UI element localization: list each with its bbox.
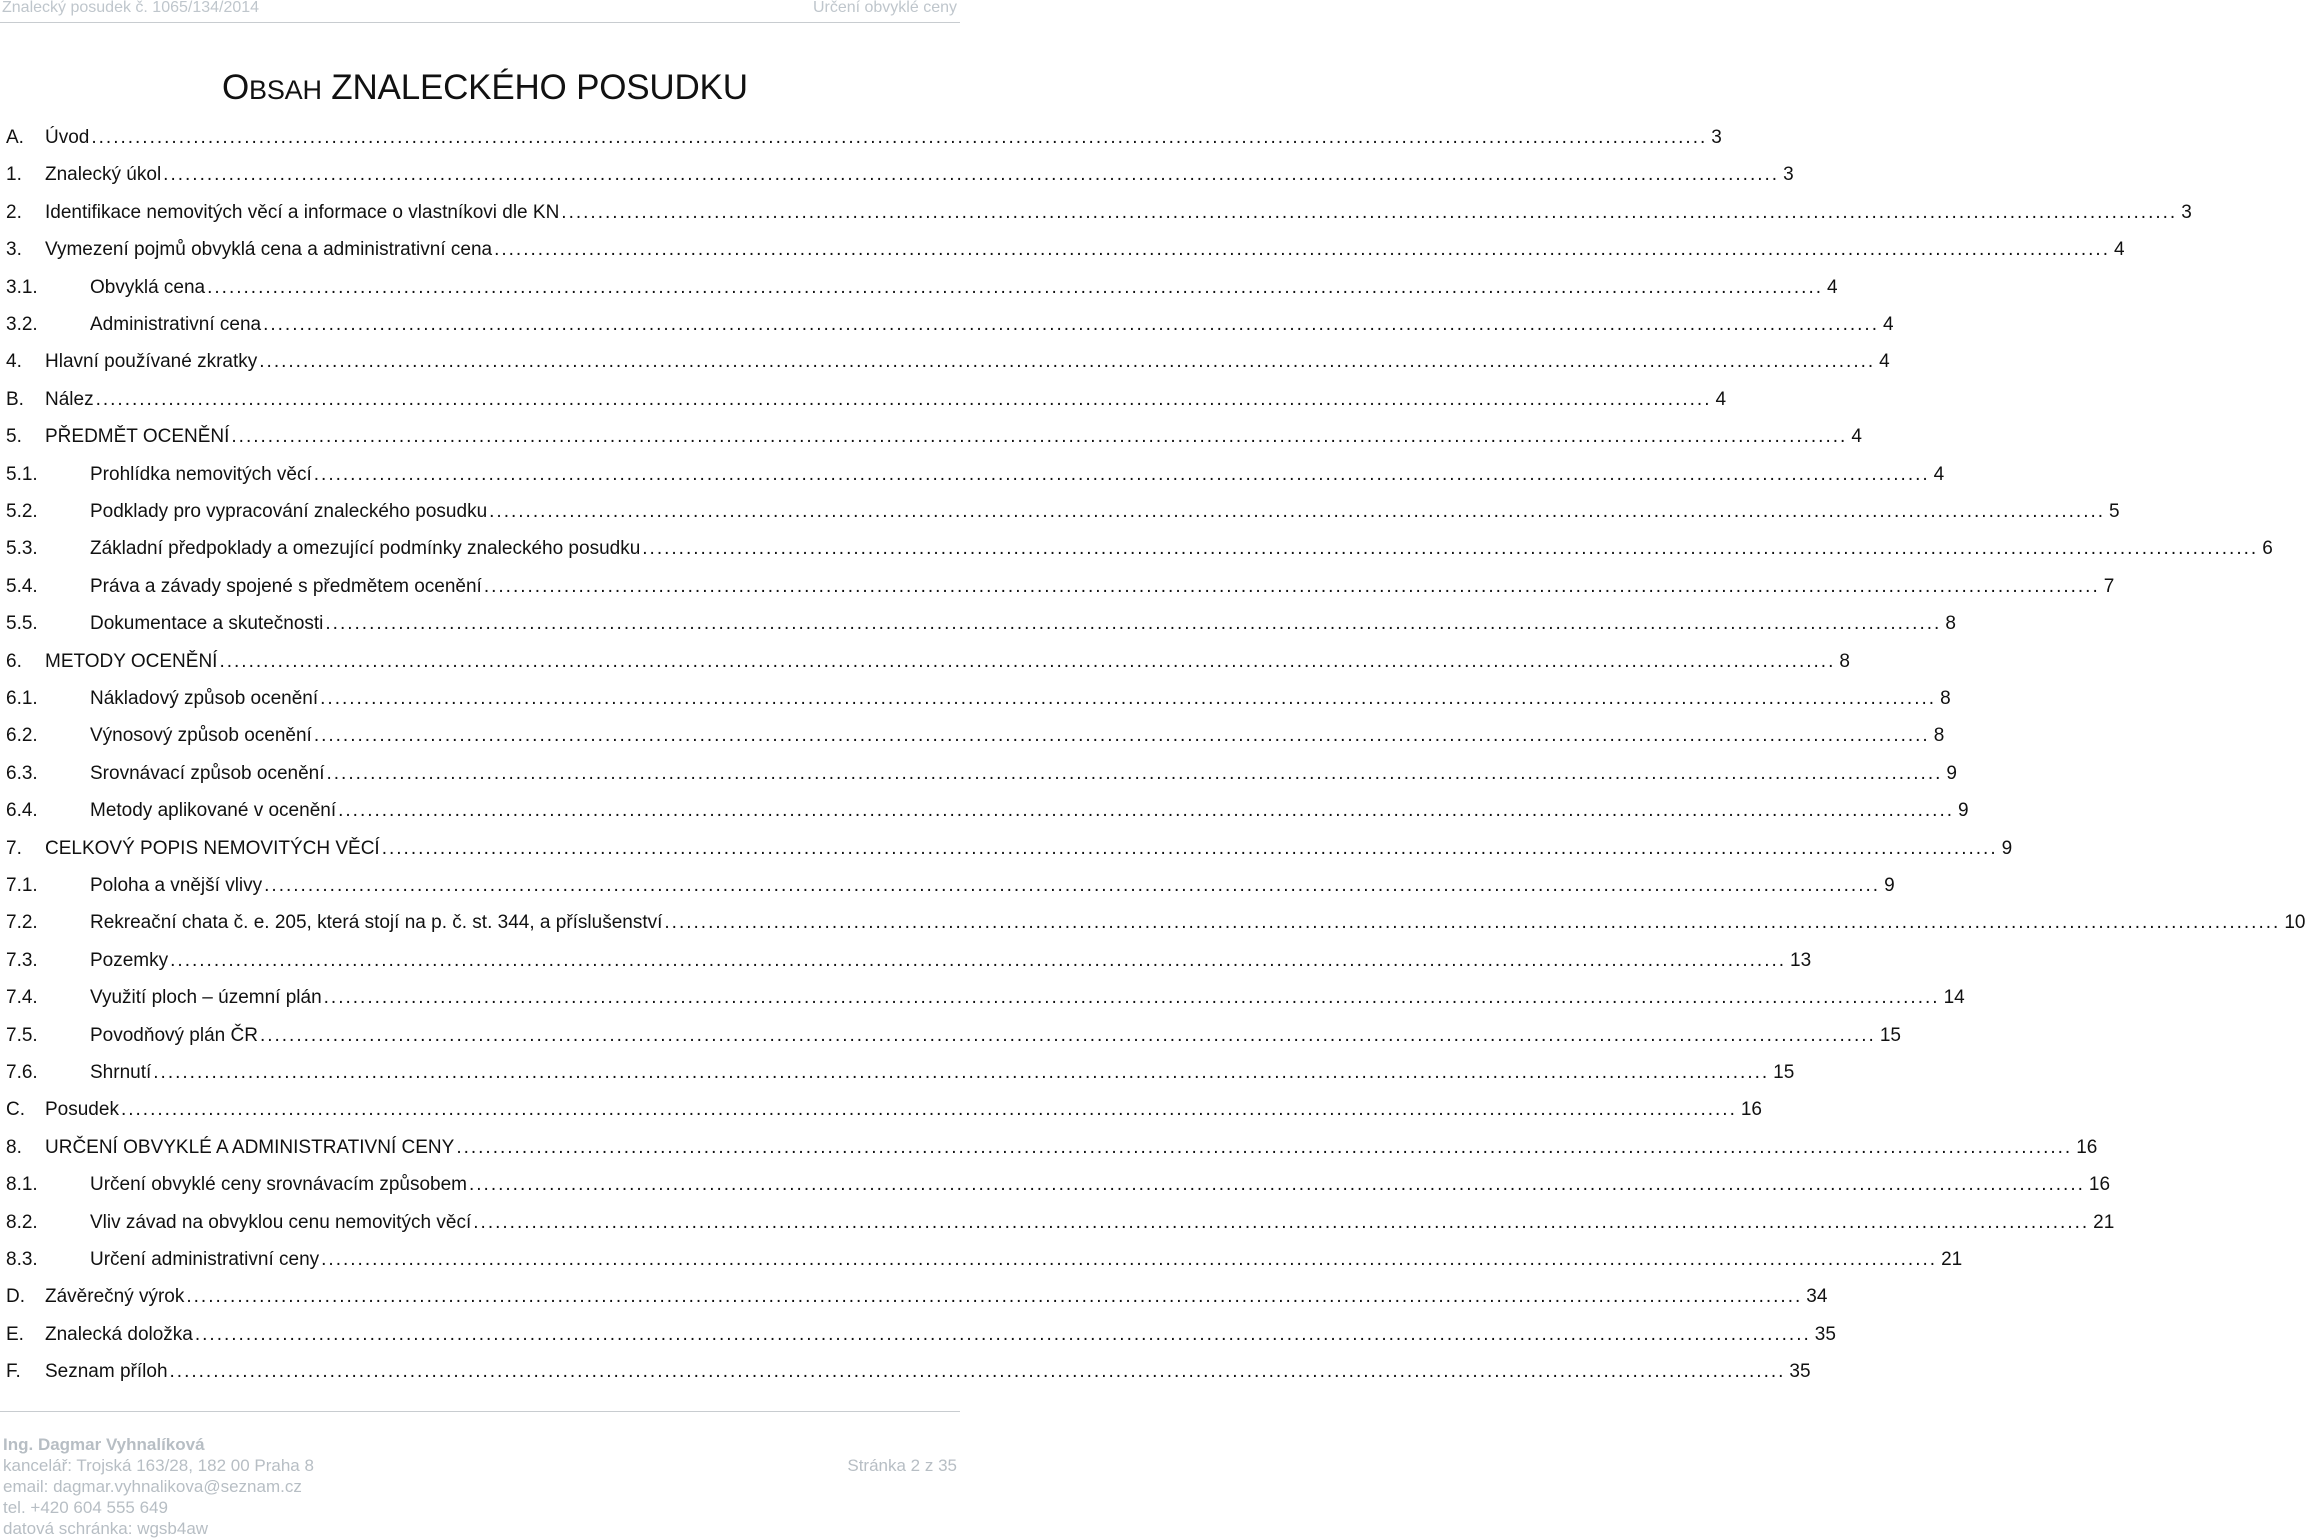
office-address: kancelář: Trojská 163/28, 182 00 Praha 8 [3, 1456, 314, 1475]
toc-entry-title: Obvyklá cena [90, 276, 206, 298]
toc-entry[interactable] [0, 336, 1890, 373]
toc-entry-number: 5.3. [6, 538, 38, 560]
toc-dot-leader [473, 1212, 2089, 1234]
toc-entry-title: METODY OCENĚNÍ [45, 650, 218, 672]
toc-entry-page: 3 [1711, 127, 1722, 148]
toc-dot-leader [231, 426, 1847, 448]
toc-entry[interactable] [0, 374, 1727, 411]
toc-dot-leader [121, 1099, 1737, 1121]
toc-entry-page: 8 [1839, 650, 1850, 672]
toc-dot-leader [338, 800, 1954, 822]
toc-entry-title: CELKOVÝ POPIS NEMOVITÝCH VĚCÍ [45, 837, 380, 859]
toc-entry-page: 8 [1933, 725, 1945, 747]
toc-entry-page: 14 [1943, 987, 1965, 1009]
toc-entry-number: 7.5. [6, 1024, 38, 1046]
header-divider [0, 22, 960, 23]
toc-entry-page: 4 [1933, 463, 1945, 485]
data-box-id: datová schránka: wgsb4aw [3, 1519, 209, 1538]
toc-dot-leader [314, 464, 1930, 486]
toc-dot-leader [264, 875, 1880, 897]
toc-entry-number: 6.4. [6, 800, 38, 822]
page-number: Stránka 2 z 35 [847, 1456, 957, 1475]
toc-entry[interactable] [0, 785, 1969, 822]
toc-entry-number: 8. [6, 1136, 22, 1158]
toc-entry[interactable] [0, 1084, 1762, 1121]
toc-entry-title: Poloha a vnější vlivy [90, 875, 263, 896]
toc-entry[interactable] [0, 972, 1965, 1009]
toc-entry-page: 9 [2001, 837, 2013, 859]
toc-entry-title: Podklady pro vypracování znaleckého posudku [90, 501, 488, 522]
toc-entry-title: Metody aplikované v ocenění [90, 800, 337, 822]
toc-entry-number: 5.4. [6, 575, 38, 597]
toc-entry[interactable] [0, 486, 2120, 523]
toc-entry[interactable] [0, 1122, 2098, 1159]
toc-dot-leader [642, 538, 2258, 560]
toc-entry-page: 8 [1940, 688, 1951, 709]
toc-entry[interactable] [0, 1271, 1828, 1308]
toc-entry-page: 4 [1879, 351, 1890, 373]
toc-entry[interactable] [0, 1309, 1836, 1346]
toc-entry-number: 7. [6, 837, 22, 859]
toc-dot-leader [260, 1025, 1876, 1047]
toc-entry-number: 6.2. [6, 725, 38, 747]
toc-dot-leader [327, 763, 1943, 785]
toc-entry-page: 9 [1946, 762, 1957, 784]
toc-entry[interactable] [0, 561, 2115, 598]
toc-dot-leader [163, 164, 1779, 186]
toc-entry-title: Povodňový plán ČR [90, 1024, 258, 1046]
toc-entry-number: D. [6, 1286, 25, 1308]
toc-entry[interactable] [0, 897, 2306, 934]
toc-entry-title: Závěrečný výrok [45, 1286, 185, 1308]
toc-entry[interactable] [0, 1234, 1963, 1271]
toc-entry-number: 8.2. [6, 1211, 38, 1233]
toc-entry[interactable] [0, 636, 1850, 673]
toc-dot-leader [561, 202, 2177, 224]
toc-dot-leader [320, 688, 1936, 710]
toc-entry-page: 4 [2113, 239, 2125, 261]
toc-entry-page: 4 [1715, 388, 1727, 410]
toc-entry-page: 35 [1789, 1361, 1811, 1383]
header-section-title: Určení obvyklé ceny [812, 0, 957, 16]
toc-entry[interactable] [0, 673, 1951, 710]
toc-entry-number: 8.3. [6, 1249, 38, 1270]
toc-dot-leader [263, 314, 1879, 336]
toc-entry-title: Určení administrativní ceny [90, 1249, 320, 1270]
toc-entry-title: Základní předpoklady a omezující podmínky znaleckého posudku [90, 538, 641, 560]
toc-entry-number: 3.2. [6, 314, 38, 335]
toc-entry[interactable] [0, 262, 1838, 299]
toc-entry-number: 5.2. [6, 501, 38, 522]
toc-entry[interactable] [0, 860, 1895, 897]
toc-entry-page: 16 [2076, 1136, 2098, 1158]
toc-entry[interactable] [0, 598, 1956, 635]
toc-entry-page: 5 [2109, 501, 2120, 522]
toc-dot-leader [170, 950, 1786, 972]
toc-entry-title: Seznam příloh [45, 1361, 168, 1383]
toc-entry-page: 9 [1884, 875, 1895, 896]
toc-entry-title: Administrativní cena [90, 314, 262, 335]
toc-entry-page: 16 [1740, 1099, 1762, 1121]
toc-entry[interactable] [0, 449, 1945, 486]
toc-entry-title: Nákladový způsob ocenění [90, 688, 319, 709]
toc-entry-number: 7.3. [6, 949, 38, 971]
toc-dot-leader [324, 987, 1940, 1009]
toc-dot-leader [664, 912, 2280, 934]
toc-dot-leader [170, 1361, 1786, 1383]
toc-dot-leader [259, 351, 1875, 373]
toc-entry[interactable] [0, 748, 1957, 785]
toc-entry-number: 6.3. [6, 762, 38, 784]
toc-entry-number: B. [6, 388, 24, 410]
toc-entry-number: C. [6, 1099, 25, 1121]
toc-dot-leader [186, 1286, 1802, 1308]
toc-entry-title: Určení obvyklé ceny srovnávacím způsobem [90, 1174, 467, 1196]
toc-entry-page: 15 [1773, 1062, 1795, 1083]
toc-dot-leader [489, 501, 2105, 523]
toc-entry[interactable] [0, 112, 1722, 149]
toc-entry-page: 34 [1806, 1286, 1828, 1308]
toc-entry[interactable] [0, 823, 2013, 860]
toc-entry-title: Znalecká doložka [45, 1323, 193, 1345]
title-rest: ZNALECKÉHO POSUDKU [321, 68, 748, 107]
toc-dot-leader [96, 389, 1712, 411]
toc-entry-page: 4 [1827, 276, 1838, 298]
toc-entry-number: 5.5. [6, 613, 38, 635]
toc-entry-title: Vliv závad na obvyklou cenu nemovitých věcí [90, 1211, 472, 1233]
toc-dot-leader [91, 127, 1707, 149]
toc-entry-number: 1. [6, 164, 22, 186]
toc-entry-number: 7.6. [6, 1062, 38, 1083]
toc-entry-page: 16 [2088, 1174, 2111, 1196]
footer-divider [0, 1411, 960, 1412]
toc-entry-title: Dokumentace a skutečnosti [90, 613, 324, 635]
toc-entry[interactable] [0, 187, 2192, 224]
toc-entry-title: URČENÍ OBVYKLÉ A ADMINISTRATIVNÍ CENY [45, 1136, 455, 1158]
toc-entry-title: Nález [45, 388, 94, 410]
toc-entry[interactable] [0, 299, 1894, 336]
toc-entry-title: Vymezení pojmů obvyklá cena a administrativní cena [45, 239, 493, 261]
toc-dot-leader [484, 576, 2100, 598]
toc-entry-title: Znalecký úkol [45, 164, 162, 186]
toc-entry-title: PŘEDMĚT OCENĚNÍ [45, 426, 230, 448]
toc-entry-number: E. [6, 1323, 24, 1345]
toc-entry[interactable] [0, 224, 2125, 261]
toc-entry-title: Využití ploch – územní plán [90, 987, 322, 1009]
title-first-letter: O [222, 68, 250, 107]
toc-entry-number: 4. [6, 351, 22, 373]
toc-dot-leader [195, 1324, 1811, 1346]
toc-entry-title: Identifikace nemovitých věcí a informace o vlastníkovi dle KN [45, 201, 560, 223]
toc-entry-page: 21 [1941, 1249, 1963, 1270]
page-title [222, 68, 748, 108]
toc-entry-title: Shrnutí [90, 1062, 152, 1083]
toc-dot-leader [314, 725, 1930, 747]
toc-entry-number: 7.2. [6, 912, 38, 934]
toc-entry[interactable] [0, 149, 1794, 186]
toc-dot-leader [494, 239, 2110, 261]
toc-dot-leader [321, 1249, 1937, 1271]
toc-entry-page: 21 [2093, 1211, 2115, 1233]
toc-entry-number: A. [6, 127, 24, 148]
toc-entry-page: 9 [1958, 800, 1969, 822]
toc-entry-page: 10 [2284, 912, 2306, 934]
toc-entry[interactable] [0, 1047, 1795, 1084]
toc-entry-page: 13 [1790, 949, 1812, 971]
toc-entry[interactable] [0, 1197, 2115, 1234]
page-footer [3, 1434, 957, 1539]
title-smallcaps: BSAH [249, 75, 322, 105]
toc-dot-leader [469, 1174, 2085, 1196]
toc-entry-page: 6 [2262, 538, 2273, 560]
toc-dot-leader [219, 651, 1835, 673]
toc-entry[interactable] [0, 1346, 1811, 1383]
toc-entry-number: 3.1. [6, 276, 38, 298]
toc-dot-leader [456, 1137, 2072, 1159]
toc-entry-number: 5. [6, 426, 22, 448]
author-name: Ing. Dagmar Vyhnalíková [3, 1435, 205, 1454]
toc-entry[interactable] [0, 523, 2273, 560]
toc-entry[interactable] [0, 710, 1945, 747]
toc-entry-page: 7 [2103, 575, 2115, 597]
toc-entry-title: Posudek [45, 1099, 119, 1121]
toc-entry-page: 8 [1945, 613, 1956, 635]
toc-entry-title: Pozemky [90, 949, 169, 971]
toc-entry[interactable] [0, 1010, 1901, 1047]
toc-entry[interactable] [0, 935, 1812, 972]
toc-entry-number: 6. [6, 650, 22, 672]
toc-entry-page: 4 [1851, 426, 1862, 448]
toc-entry-page: 3 [2181, 201, 2192, 223]
toc-dot-leader [207, 277, 1823, 299]
toc-entry-page: 35 [1814, 1323, 1836, 1345]
email-address: email: dagmar.vyhnalikova@seznam.cz [3, 1477, 302, 1496]
phone-number: tel. +420 604 555 649 [3, 1498, 168, 1517]
toc-entry[interactable] [0, 1159, 2111, 1196]
toc-entry-number: 7.4. [6, 987, 38, 1009]
toc-dot-leader [382, 838, 1998, 860]
toc-entry-title: Výnosový způsob ocenění [90, 725, 312, 747]
toc-dot-leader [153, 1062, 1769, 1084]
toc-entry[interactable] [0, 411, 1862, 448]
toc-entry-title: Rekreační chata č. e. 205, která stojí na p. č. st. 344, a příslušenství [90, 912, 663, 934]
toc-entry-title: Hlavní používané zkratky [45, 351, 258, 373]
toc-entry-number: 5.1. [6, 463, 38, 485]
toc-entry-number: 3. [6, 239, 22, 261]
toc-entry-number: 6.1. [6, 688, 38, 709]
toc-entry-page: 3 [1783, 164, 1794, 186]
toc-entry-page: 4 [1882, 314, 1894, 335]
toc-entry-number: F. [6, 1361, 21, 1383]
header-document-number: Znalecký posudek č. 1065/134/2014 [2, 0, 260, 16]
toc-entry-page: 15 [1879, 1024, 1901, 1046]
toc-dot-leader [325, 613, 1941, 635]
toc-entry-title: Úvod [45, 127, 90, 148]
toc-entry-title: Srovnávací způsob ocenění [90, 762, 325, 784]
page-header [0, 0, 960, 20]
toc-entry-number: 7.1. [6, 875, 38, 896]
toc-entry-title: Práva a závady spojené s předmětem ocenění [90, 575, 482, 597]
toc-entry-number: 2. [6, 201, 22, 223]
toc-entry-number: 8.1. [6, 1174, 38, 1196]
toc-entry-title: Prohlídka nemovitých věcí [90, 463, 312, 485]
